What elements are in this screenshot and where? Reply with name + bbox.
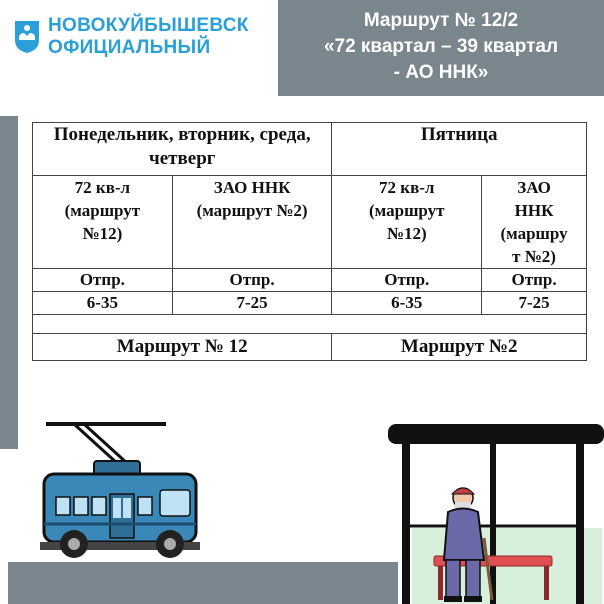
departure-label: Отпр. [172, 269, 332, 292]
dest-line: №12) [386, 224, 427, 243]
dest-line: 72 кв-л [379, 178, 435, 197]
logo-line-2: ОФИЦИАЛЬНЫЙ [48, 37, 211, 58]
departure-time: 6-35 [33, 292, 173, 315]
dest-line: 72 кв-л [74, 178, 131, 197]
route-label-12: Маршрут № 12 [33, 334, 332, 361]
departure-time: 7-25 [172, 292, 332, 315]
trolleybus-icon [40, 424, 200, 558]
departure-label: Отпр. [33, 269, 173, 292]
logo-line-1: НОВОКУЙБЫШЕВСК [48, 15, 249, 36]
dest-line: ННК [514, 201, 554, 220]
day-group-weekdays: Понедельник, вторник, среда, четверг [33, 123, 332, 176]
dest-line: (маршру [500, 224, 568, 243]
dest-line: (маршрут [369, 201, 445, 220]
route-title-line-3: - АО ННК» [393, 62, 489, 83]
dest-line: ЗАО ННК [213, 178, 291, 197]
departure-time: 7-25 [482, 292, 587, 315]
day-group-friday: Пятница [332, 123, 587, 176]
departure-label: Отпр. [482, 269, 587, 292]
dest-line: №12) [82, 224, 123, 243]
route-title-line-1: Маршрут № 12/2 [363, 10, 519, 31]
route-title-line-2: «72 квартал – 39 квартал [323, 36, 559, 57]
departure-time: 6-35 [332, 292, 482, 315]
dest-line: ЗАО [517, 178, 551, 197]
bus-stop-shelter-icon [388, 424, 604, 604]
departure-label: Отпр. [332, 269, 482, 292]
dest-line: т №2) [512, 247, 556, 266]
dest-line: (маршрут [64, 201, 141, 220]
dest-line: (маршрут №2) [196, 201, 308, 220]
route-label-2: Маршрут №2 [332, 334, 587, 361]
